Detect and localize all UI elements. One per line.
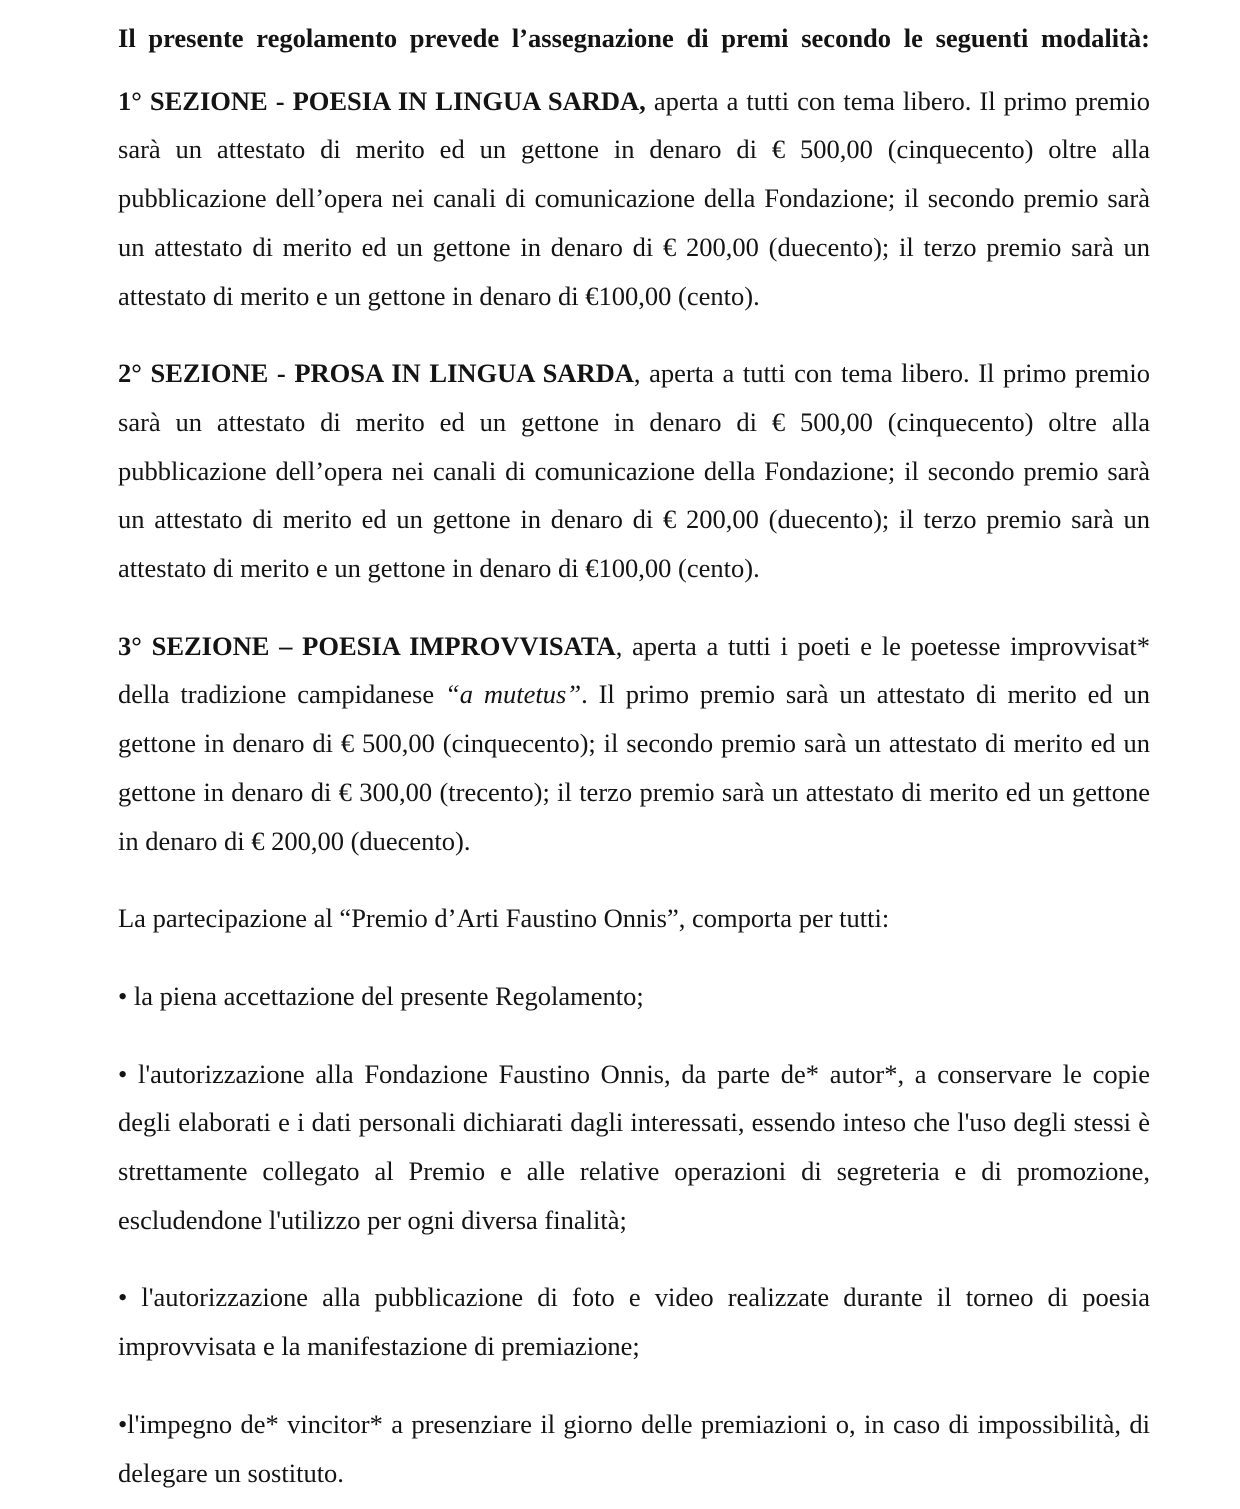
condition-item: • l'autorizzazione alla pubblicazione di foto e video realizzate durante il torneo di poesia improvvisata e la manifestazione di premiazione; (118, 1282, 1150, 1362)
section-heading: 2° SEZIONE - PROSA IN LINGUA SARDA (118, 358, 634, 389)
section-body: , aperta a tutti con tema libero. Il primo premio sarà un attestato di merito ed un gettone in denaro di € 500,00 (cinquecento) oltre alla pubblicazione dell’opera nei canali di comunicazione della Fondazione; il secondo premio sarà un attestato di merito ed un gettone in denaro di € 200,00 (duecento); il terzo premio sarà un attestato di merito e un gettone in denaro di €100,00 (cento). (118, 358, 1150, 584)
section-heading: 3° SEZIONE – POESIA IMPROVVISATA (118, 630, 616, 661)
condition-item: •l'impegno de* vincitor* a presenziare il giorno delle premiazioni o, in caso di impossibilità, di delegare un sostituto. (118, 1408, 1150, 1488)
condition-item: • la piena accettazione del presente Regolamento; (118, 980, 644, 1011)
section-body-continued: . Il primo premio sarà un attestato di merito ed un gettone in denaro di € 500,00 (cinquecento); il secondo premio sarà un attestato di merito ed un gettone in denaro di € 300,00 (trecento); il terzo premio sarà un attestato di merito ed un gettone in denaro di € 200,00 (duecento). (118, 679, 1151, 856)
section-quote: “a mutetus” (445, 679, 582, 710)
section-poesia-lingua-sarda (118, 77, 1150, 321)
intro-text: Il presente regolamento prevede l’assegnazione di premi secondo le seguenti modalità: (118, 23, 1150, 53)
condition-item: • l'autorizzazione alla Fondazione Faustino Onnis, da parte de* autor*, a conservare le copie degli elaborati e i dati personali dichiarati dagli interessati, essendo inteso che l'uso degli stessi è strettamente collegato al Premio e alle relative operazioni di segreteria e di promozione, escludendone l'utilizzo per ogni diversa finalità; (118, 1058, 1150, 1235)
section-body: , aperta a tutti i poeti e le poetesse improvvisat* della tradizione campidanese (118, 630, 1150, 710)
section-heading: 1° SEZIONE - POESIA IN LINGUA SARDA, (118, 85, 646, 116)
section-body: aperta a tutti con tema libero. Il primo premio sarà un attestato di merito ed un gettone in denaro di € 500,00 (cinquecento) oltre alla pubblicazione dell’opera nei canali di comunicazione della Fondazione; il secondo premio sarà un attestato di merito ed un gettone in denaro di € 200,00 (duecento); il terzo premio sarà un attestato di merito e un gettone in denaro di €100,00 (cento). (118, 85, 1150, 311)
section-poesia-improvvisata (118, 622, 1150, 866)
participation-lead: La partecipazione al “Premio d’Arti Faustino Onnis”, comporta per tutti: (118, 903, 890, 934)
section-prosa-lingua-sarda (118, 349, 1150, 593)
